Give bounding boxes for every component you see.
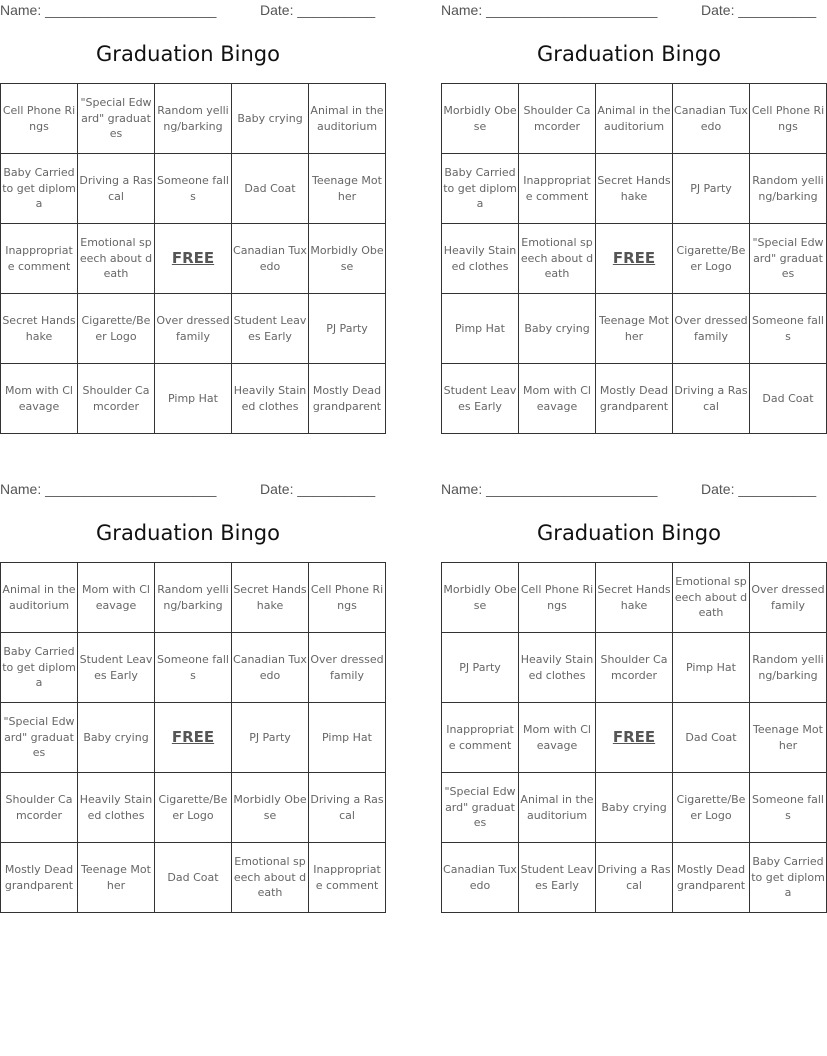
grid-row xyxy=(442,703,827,773)
bingo-cell: Canadian Tuxedo xyxy=(232,633,309,703)
bingo-cell: Cell Phone Rings xyxy=(309,563,386,633)
bingo-cell: Inappropriate comment xyxy=(519,154,596,224)
bingo-cell: Baby Carried to get diploma xyxy=(1,633,78,703)
bingo-cell: Morbidly Obese xyxy=(442,563,519,633)
grid-row xyxy=(442,843,827,913)
bingo-cell: Teenage Mother xyxy=(750,703,827,773)
bingo-cell: Inappropriate comment xyxy=(1,224,78,294)
grid-row xyxy=(1,84,386,154)
bingo-card-3 xyxy=(0,479,384,900)
card-title: Graduation Bingo xyxy=(96,42,280,66)
free-space: FREE xyxy=(155,224,232,294)
grid-row xyxy=(1,224,386,294)
bingo-cell: Cigarette/Beer Logo xyxy=(78,294,155,364)
free-space: FREE xyxy=(596,703,673,773)
free-space: FREE xyxy=(596,224,673,294)
bingo-cell: Driving a Rascal xyxy=(596,843,673,913)
bingo-card-4 xyxy=(441,479,825,900)
bingo-cell: Mostly Dead grandparent xyxy=(673,843,750,913)
date-field-label: Date: __________ xyxy=(701,2,817,18)
bingo-grid xyxy=(0,83,386,434)
bingo-cell: Driving a Rascal xyxy=(673,364,750,434)
bingo-cell: Over dressed family xyxy=(750,563,827,633)
bingo-cell: Heavily Stained clothes xyxy=(78,773,155,843)
bingo-cell: Dad Coat xyxy=(155,843,232,913)
bingo-cell: Mom with Cleavage xyxy=(519,364,596,434)
bingo-cell: Dad Coat xyxy=(232,154,309,224)
bingo-cell: Shoulder Camcorder xyxy=(596,633,673,703)
bingo-cell: Teenage Mother xyxy=(596,294,673,364)
bingo-cell: Secret Handshake xyxy=(232,563,309,633)
bingo-cell: Dad Coat xyxy=(673,703,750,773)
grid-row xyxy=(442,224,827,294)
grid-row xyxy=(1,563,386,633)
bingo-cell: Over dressed family xyxy=(309,633,386,703)
bingo-cell: Pimp Hat xyxy=(309,703,386,773)
bingo-grid xyxy=(441,562,827,913)
bingo-cell: Student Leaves Early xyxy=(78,633,155,703)
bingo-cell: Cigarette/Beer Logo xyxy=(673,224,750,294)
bingo-cell: PJ Party xyxy=(673,154,750,224)
grid-row xyxy=(1,294,386,364)
bingo-cell: Over dressed family xyxy=(155,294,232,364)
bingo-cell: Pimp Hat xyxy=(673,633,750,703)
bingo-cell: Cigarette/Beer Logo xyxy=(673,773,750,843)
bingo-cell: Animal in the auditorium xyxy=(596,84,673,154)
bingo-cell: Secret Handshake xyxy=(1,294,78,364)
grid-row xyxy=(442,84,827,154)
bingo-cell: PJ Party xyxy=(442,633,519,703)
bingo-cell: Someone falls xyxy=(750,773,827,843)
card-header xyxy=(441,0,817,22)
grid-row xyxy=(1,703,386,773)
bingo-cell: Baby crying xyxy=(78,703,155,773)
card-header xyxy=(441,479,817,501)
bingo-cell: Baby Carried to get diploma xyxy=(1,154,78,224)
bingo-cell: Mostly Dead grandparent xyxy=(596,364,673,434)
bingo-cell: Mostly Dead grandparent xyxy=(309,364,386,434)
bingo-cell: Cell Phone Rings xyxy=(519,563,596,633)
bingo-cell: Canadian Tuxedo xyxy=(442,843,519,913)
bingo-grid xyxy=(0,562,386,913)
bingo-cell: Someone falls xyxy=(155,154,232,224)
grid-row xyxy=(442,773,827,843)
name-field-label: Name: ______________________ xyxy=(0,2,217,18)
bingo-cell: Baby crying xyxy=(232,84,309,154)
bingo-cell: Random yelling/barking xyxy=(750,633,827,703)
grid-row xyxy=(442,633,827,703)
bingo-cell: "Special Edward" graduates xyxy=(1,703,78,773)
bingo-cell: PJ Party xyxy=(232,703,309,773)
bingo-cell: Driving a Rascal xyxy=(309,773,386,843)
grid-row xyxy=(1,633,386,703)
bingo-cell: Shoulder Camcorder xyxy=(78,364,155,434)
grid-row xyxy=(1,154,386,224)
bingo-cell: Student Leaves Early xyxy=(442,364,519,434)
grid-row xyxy=(1,364,386,434)
bingo-cell: Inappropriate comment xyxy=(442,703,519,773)
bingo-cell: Dad Coat xyxy=(750,364,827,434)
date-field-label: Date: __________ xyxy=(260,481,376,497)
name-field-label: Name: ______________________ xyxy=(0,481,217,497)
bingo-cell: Cell Phone Rings xyxy=(750,84,827,154)
name-field-label: Name: ______________________ xyxy=(441,481,658,497)
bingo-cell: Cell Phone Rings xyxy=(1,84,78,154)
bingo-cell: Baby Carried to get diploma xyxy=(750,843,827,913)
bingo-cell: Driving a Rascal xyxy=(78,154,155,224)
bingo-cell: Morbidly Obese xyxy=(442,84,519,154)
bingo-card-2 xyxy=(441,0,825,413)
bingo-cell: Morbidly Obese xyxy=(309,224,386,294)
bingo-cell: Teenage Mother xyxy=(309,154,386,224)
bingo-cell: Baby Carried to get diploma xyxy=(442,154,519,224)
bingo-cell: Emotional speech about death xyxy=(519,224,596,294)
bingo-cell: Secret Handshake xyxy=(596,563,673,633)
bingo-cell: Mom with Cleavage xyxy=(78,563,155,633)
bingo-cell: Heavily Stained clothes xyxy=(232,364,309,434)
bingo-cell: Animal in the auditorium xyxy=(519,773,596,843)
bingo-cell: Teenage Mother xyxy=(78,843,155,913)
bingo-cell: Shoulder Camcorder xyxy=(519,84,596,154)
grid-row xyxy=(442,294,827,364)
card-header xyxy=(0,0,376,22)
card-title: Graduation Bingo xyxy=(537,42,721,66)
bingo-cell: Baby crying xyxy=(519,294,596,364)
bingo-cell: Cigarette/Beer Logo xyxy=(155,773,232,843)
free-space: FREE xyxy=(155,703,232,773)
bingo-cell: Someone falls xyxy=(750,294,827,364)
bingo-cell: Baby crying xyxy=(596,773,673,843)
bingo-cell: Animal in the auditorium xyxy=(309,84,386,154)
bingo-cell: Emotional speech about death xyxy=(673,563,750,633)
card-header xyxy=(0,479,376,501)
bingo-cell: PJ Party xyxy=(309,294,386,364)
bingo-cell: "Special Edward" graduates xyxy=(78,84,155,154)
bingo-cell: Over dressed family xyxy=(673,294,750,364)
grid-row xyxy=(442,154,827,224)
date-field-label: Date: __________ xyxy=(701,481,817,497)
grid-row xyxy=(442,563,827,633)
date-field-label: Date: __________ xyxy=(260,2,376,18)
bingo-cell: Shoulder Camcorder xyxy=(1,773,78,843)
bingo-cell: Mom with Cleavage xyxy=(1,364,78,434)
bingo-cell: Inappropriate comment xyxy=(309,843,386,913)
bingo-cell: Mom with Cleavage xyxy=(519,703,596,773)
bingo-cell: Mostly Dead grandparent xyxy=(1,843,78,913)
bingo-grid xyxy=(441,83,827,434)
bingo-cell: Pimp Hat xyxy=(155,364,232,434)
grid-row xyxy=(442,364,827,434)
bingo-cell: Secret Handshake xyxy=(596,154,673,224)
bingo-cell: Canadian Tuxedo xyxy=(232,224,309,294)
bingo-cell: Canadian Tuxedo xyxy=(673,84,750,154)
card-title: Graduation Bingo xyxy=(537,521,721,545)
bingo-cell: Random yelling/barking xyxy=(155,563,232,633)
bingo-cell: Student Leaves Early xyxy=(519,843,596,913)
bingo-cell: Student Leaves Early xyxy=(232,294,309,364)
bingo-cell: Emotional speech about death xyxy=(78,224,155,294)
bingo-cell: Random yelling/barking xyxy=(155,84,232,154)
bingo-cell: Emotional speech about death xyxy=(232,843,309,913)
bingo-cell: "Special Edward" graduates xyxy=(750,224,827,294)
bingo-cell: Heavily Stained clothes xyxy=(442,224,519,294)
card-title: Graduation Bingo xyxy=(96,521,280,545)
grid-row xyxy=(1,773,386,843)
bingo-cell: Pimp Hat xyxy=(442,294,519,364)
bingo-cell: Animal in the auditorium xyxy=(1,563,78,633)
bingo-cell: Random yelling/barking xyxy=(750,154,827,224)
bingo-cell: Someone falls xyxy=(155,633,232,703)
bingo-cell: Heavily Stained clothes xyxy=(519,633,596,703)
bingo-cell: Morbidly Obese xyxy=(232,773,309,843)
bingo-cell: "Special Edward" graduates xyxy=(442,773,519,843)
grid-row xyxy=(1,843,386,913)
name-field-label: Name: ______________________ xyxy=(441,2,658,18)
bingo-card-1 xyxy=(0,0,384,413)
